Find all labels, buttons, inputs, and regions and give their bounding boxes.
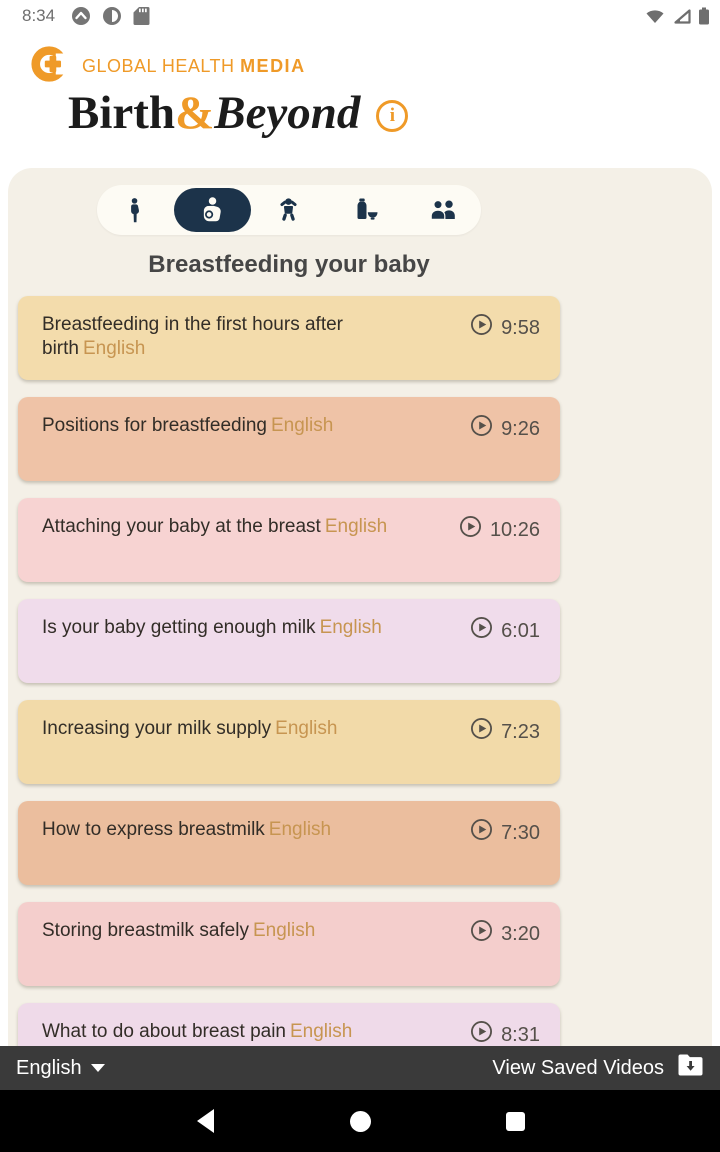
video-card[interactable] xyxy=(18,801,560,885)
notification-icons xyxy=(71,6,150,26)
pregnant-woman-icon xyxy=(122,196,148,224)
video-duration: 7:23 xyxy=(501,720,540,743)
video-duration: 9:26 xyxy=(501,417,540,440)
video-duration: 8:31 xyxy=(501,1023,540,1046)
video-card[interactable] xyxy=(18,599,560,683)
video-title: Storing breastmilk safely English xyxy=(42,920,316,941)
cell-signal-icon xyxy=(671,6,693,26)
global-health-media-logo-icon xyxy=(30,43,72,90)
bottle-and-bowl-icon xyxy=(352,196,380,224)
category-tab-bar xyxy=(97,185,481,235)
video-card[interactable] xyxy=(18,1003,560,1046)
video-language-tag: English xyxy=(275,718,338,739)
play-icon[interactable] xyxy=(470,414,493,443)
app-notification-icon xyxy=(102,6,122,26)
play-icon[interactable] xyxy=(470,818,493,847)
video-duration: 9:58 xyxy=(501,316,540,339)
video-card[interactable] xyxy=(18,902,560,986)
view-saved-videos-label: View Saved Videos xyxy=(492,1056,664,1079)
section-title: Breastfeeding your baby xyxy=(148,251,430,278)
tab-feeding[interactable] xyxy=(327,185,404,235)
tab-family[interactable] xyxy=(404,185,481,235)
breastfeeding-mother-icon xyxy=(197,195,227,225)
play-icon[interactable] xyxy=(470,1020,493,1046)
language-selector-label: English xyxy=(16,1056,82,1079)
view-saved-videos-button[interactable] xyxy=(492,1053,704,1083)
video-title: Breastfeeding in the first hours after birth English xyxy=(42,314,343,359)
video-meta xyxy=(470,1020,540,1046)
tab-pregnancy[interactable] xyxy=(97,185,174,235)
video-language-tag: English xyxy=(319,617,382,638)
video-meta xyxy=(470,313,540,342)
video-duration: 7:30 xyxy=(501,821,540,844)
video-card[interactable] xyxy=(18,700,560,784)
status-right-icons xyxy=(644,6,710,26)
video-duration: 3:20 xyxy=(501,922,540,945)
back-button[interactable] xyxy=(194,1109,216,1133)
baby-icon xyxy=(275,196,302,224)
video-language-tag: English xyxy=(270,415,334,436)
play-icon[interactable] xyxy=(470,313,493,342)
content-panel xyxy=(8,168,712,1046)
play-icon[interactable] xyxy=(470,919,493,948)
video-card[interactable] xyxy=(18,296,560,380)
play-icon[interactable] xyxy=(459,515,482,544)
video-title: Positions for breastfeeding English xyxy=(42,415,334,436)
app-header xyxy=(0,32,720,168)
video-language-tag: English xyxy=(290,1021,353,1042)
video-meta xyxy=(470,818,540,847)
video-language-tag: English xyxy=(268,819,332,840)
video-title: Attaching your baby at the breast English xyxy=(42,516,388,537)
video-meta xyxy=(459,515,540,544)
two-people-icon xyxy=(428,196,458,224)
home-icon xyxy=(350,1111,371,1132)
sd-card-icon xyxy=(133,6,150,26)
bottom-action-bar xyxy=(0,1046,720,1090)
video-duration: 6:01 xyxy=(501,619,540,642)
wifi-icon xyxy=(644,6,666,26)
clock: 8:34 xyxy=(22,6,56,25)
tab-baby[interactable] xyxy=(251,185,328,235)
video-meta xyxy=(470,616,540,645)
recents-button[interactable] xyxy=(504,1112,526,1131)
video-title: Is your baby getting enough milk English xyxy=(42,617,382,638)
back-icon xyxy=(197,1109,214,1133)
saved-folder-icon xyxy=(677,1053,704,1083)
video-title: How to express breastmilk English xyxy=(42,819,332,840)
status-bar xyxy=(0,0,720,32)
page-title: Birth&Beyond xyxy=(68,87,361,139)
video-meta xyxy=(470,919,540,948)
play-icon[interactable] xyxy=(470,616,493,645)
tab-breastfeeding[interactable] xyxy=(174,188,251,232)
chevron-down-icon xyxy=(91,1064,105,1072)
video-title: What to do about breast pain English xyxy=(42,1021,353,1042)
video-title: Increasing your milk supply English xyxy=(42,718,338,739)
video-meta xyxy=(470,717,540,746)
language-selector[interactable] xyxy=(16,1057,105,1080)
brand-name: GLOBAL HEALTH MEDIA xyxy=(82,55,306,76)
system-update-icon xyxy=(71,6,91,26)
video-language-tag: English xyxy=(82,338,146,359)
video-language-tag: English xyxy=(324,516,388,537)
video-card[interactable] xyxy=(18,397,560,481)
info-icon[interactable]: i xyxy=(376,100,408,132)
video-language-tag: English xyxy=(252,920,316,941)
battery-icon xyxy=(698,6,710,26)
video-meta xyxy=(470,414,540,443)
android-navigation-bar xyxy=(0,1090,720,1152)
video-duration: 10:26 xyxy=(489,518,540,541)
video-card[interactable] xyxy=(18,498,560,582)
play-icon[interactable] xyxy=(470,717,493,746)
recents-icon xyxy=(506,1112,525,1131)
home-button[interactable] xyxy=(349,1111,371,1132)
